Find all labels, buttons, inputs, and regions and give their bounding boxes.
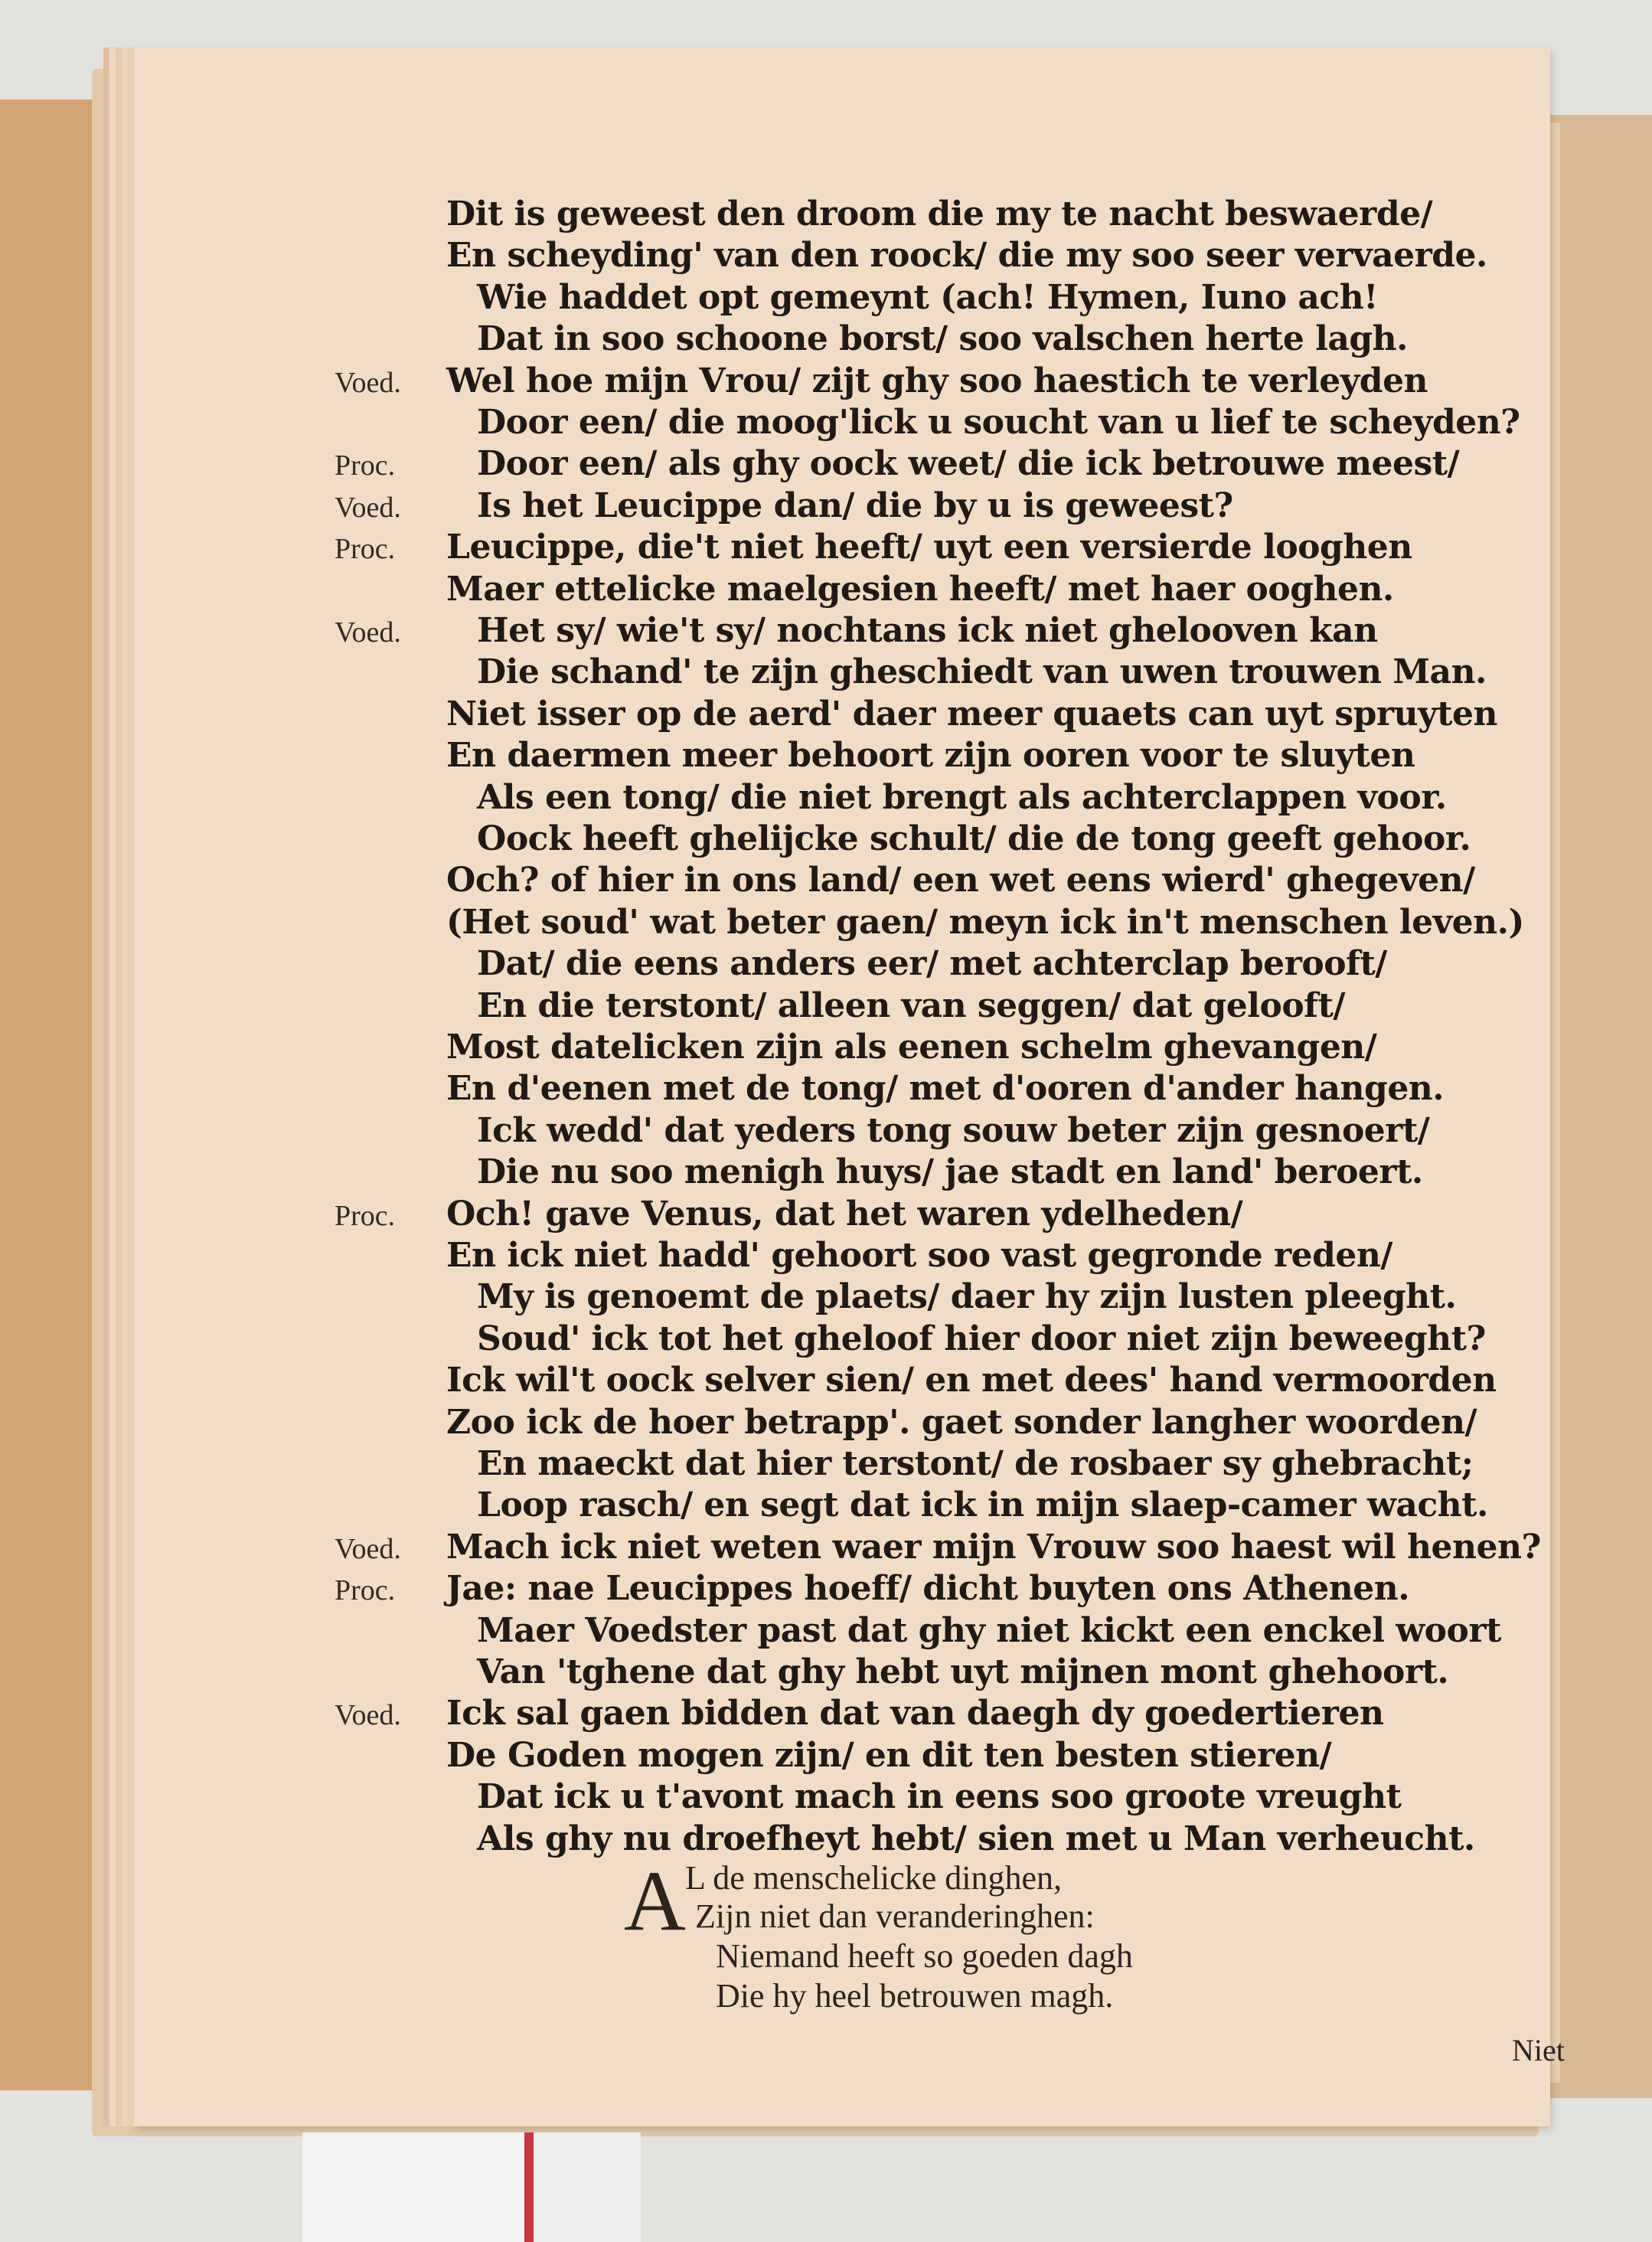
dialogue-line: De Goden mogen zijn/ en dit ten besten stieren/ <box>446 1735 1332 1775</box>
dialogue-line: Dat in soo schoone borst/ soo valschen herte lagh. <box>477 319 1408 359</box>
dialogue-line: Dat/ die eens anders eer/ met achterclap berooft/ <box>477 944 1387 984</box>
dialogue-line: Door een/ als ghy oock weet/ die ick betrouwe meest/ <box>477 444 1460 484</box>
dialogue-line: En die terstont/ alleen van seggen/ dat gelooft/ <box>477 985 1345 1025</box>
dialogue-line: Ick wil't oock selver sien/ en met dees' hand vermoorden <box>446 1361 1497 1400</box>
drop-cap-initial: A <box>624 1854 686 1949</box>
dialogue-line: Als een tong/ die niet brengt als achterclappen voor. <box>477 777 1447 817</box>
dialogue-line: Loop rasch/ en segt dat ick in mijn slaep-camer wacht. <box>477 1485 1488 1525</box>
speaker-label: Voed. <box>335 616 401 649</box>
speaker-label: Proc. <box>335 1199 396 1232</box>
dialogue-line: Als ghy nu droefheyt hebt/ sien met u Man verheucht. <box>477 1819 1475 1858</box>
dialogue-line: My is genoemt de plaets/ daer hy zijn lusten pleeght. <box>477 1277 1457 1317</box>
speaker-label: Voed. <box>335 1532 401 1565</box>
right-cover-board <box>1545 115 1652 2098</box>
dialogue-line: Dat ick u t'avont mach in eens soo groote vreught <box>477 1777 1402 1817</box>
dialogue-line: Door een/ die moog'lick u soucht van u lief te scheyden? <box>477 403 1520 442</box>
dialogue-line: Ick sal gaen bidden dat van daegh dy goedertieren <box>446 1694 1384 1734</box>
dialogue-line: Van 'tghene dat ghy hebt uyt mijnen mont ghehoort. <box>477 1652 1449 1691</box>
book-page <box>134 47 1565 2126</box>
dialogue-line: Maer Voedster past dat ghy niet kickt een enckel woort <box>477 1610 1501 1650</box>
dialogue-line: En daermen meer behoort zijn ooren voor te sluyten <box>446 736 1415 776</box>
dialogue-line: Het sy/ wie't sy/ nochtans ick niet ghelooven kan <box>477 611 1378 650</box>
bookmark-tab <box>302 2133 524 2242</box>
dialogue-line: Soud' ick tot het gheloof hier door niet zijn beweeght? <box>477 1319 1486 1358</box>
verse-line: Die hy heel betrouwen magh. <box>716 1977 1114 2015</box>
dialogue-line: Is het Leucippe dan/ die by u is geweest? <box>477 485 1233 525</box>
speaker-label: Proc. <box>335 449 396 482</box>
bookmark-tab-stripe <box>524 2133 534 2242</box>
dialogue-line: Och! gave Venus, dat het waren ydelheden/ <box>446 1194 1243 1234</box>
dialogue-line: En ick niet hadd' gehoort soo vast gegronde reden/ <box>446 1236 1392 1275</box>
dialogue-line: Maer ettelicke maelgesien heeft/ met haer ooghen. <box>446 569 1394 609</box>
verse-line: Niemand heeft so goeden dagh <box>716 1937 1133 1975</box>
dialogue-line: Oock heeft ghelijcke schult/ die de tong geeft gehoor. <box>477 819 1471 858</box>
dialogue-line: (Het soud' wat beter gaen/ meyn ick in't menschen leven.) <box>446 902 1524 942</box>
dialogue-line: Wie haddet opt gemeynt (ach! Hymen, Iuno ach! <box>477 277 1378 317</box>
speaker-label: Voed. <box>335 491 401 524</box>
speaker-label: Voed. <box>335 366 401 399</box>
bookmark-tab <box>534 2133 641 2242</box>
dialogue-line: Jae: nae Leucippes hoeff/ dicht buyten ons Athenen. <box>446 1569 1410 1609</box>
dialogue-line: En maeckt dat hier terstont/ de rosbaer sy ghebracht; <box>477 1444 1474 1483</box>
dialogue-line: Wel hoe mijn Vrou/ zijt ghy soo haestich te verleyden <box>446 361 1428 400</box>
dialogue-line: Och? of hier in ons land/ een wet eens wierd' ghegeven/ <box>446 861 1475 900</box>
dialogue-line: En scheyding' van den roock/ die my soo seer vervaerde. <box>446 236 1487 276</box>
speaker-label: Proc. <box>335 533 396 566</box>
dialogue-line: Mach ick niet weten waer mijn Vrouw soo haest wil henen? <box>446 1527 1541 1567</box>
catchword: Niet <box>1512 2033 1565 2067</box>
dialogue-line: Dit is geweest den droom die my te nacht beswaerde/ <box>446 194 1433 234</box>
dialogue-line: Most datelicken zijn als eenen schelm ghevangen/ <box>446 1028 1377 1067</box>
dialogue-line: Niet isser op de aerd' daer meer quaets can uyt spruyten <box>446 694 1497 734</box>
dialogue-line: Die nu soo menigh huys/ jae stadt en land' beroert. <box>477 1152 1423 1192</box>
dialogue-line: Die schand' te zijn gheschiedt van uwen trouwen Man. <box>477 652 1487 692</box>
verse-line: L de menschelicke dinghen, <box>685 1859 1062 1897</box>
speaker-label: Proc. <box>335 1574 396 1607</box>
verse-line: Zijn niet dan veranderinghen: <box>695 1897 1095 1935</box>
speaker-label: Voed. <box>335 1699 401 1732</box>
dialogue-line: Zoo ick de hoer betrapp'. gaet sonder langher woorden/ <box>446 1402 1477 1442</box>
dialogue-line: Leucippe, die't niet heeft/ uyt een versierde looghen <box>446 528 1412 567</box>
dialogue-line: Ick wedd' dat yeders tong souw beter zijn gesnoert/ <box>477 1110 1430 1150</box>
dialogue-line: En d'eenen met de tong/ met d'ooren d'ander hangen. <box>446 1069 1445 1109</box>
